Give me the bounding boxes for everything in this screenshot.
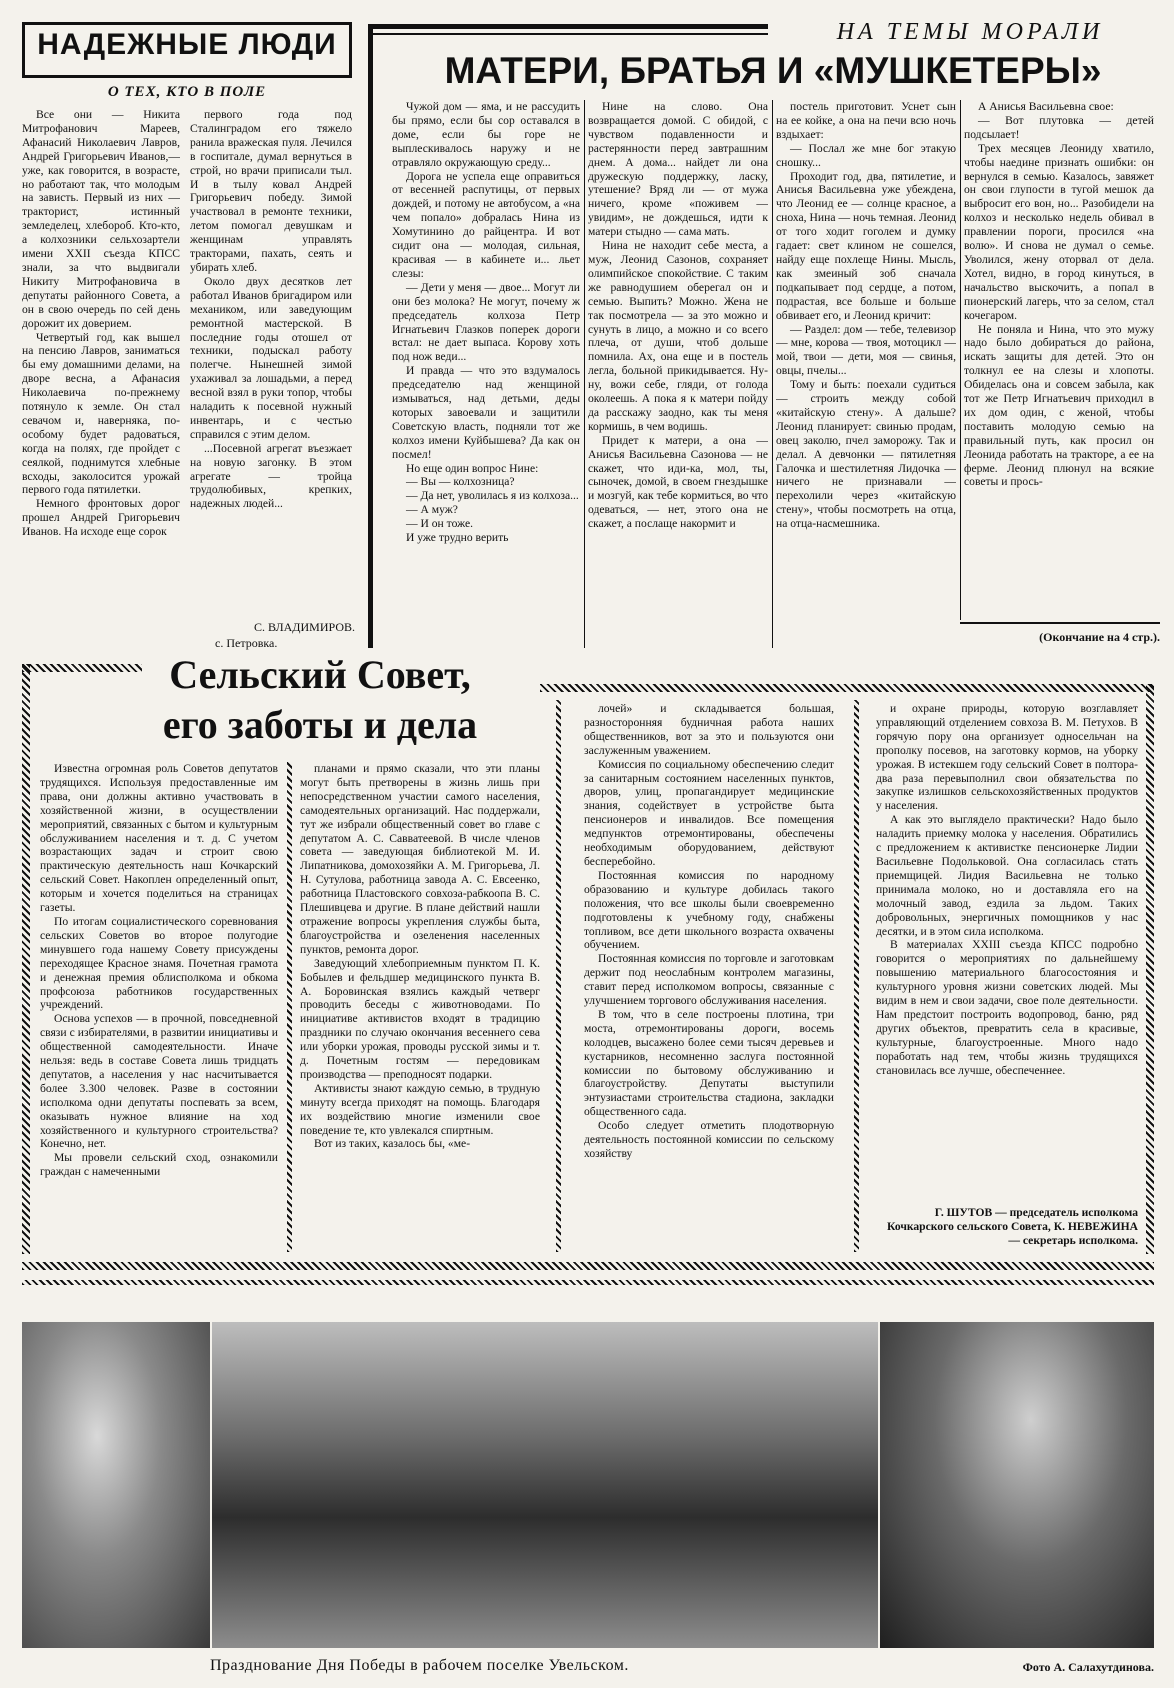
article3-col1-p1: Известна огромная роль Советов депутатов трудящихся. Используя предоставленные им права, они должны активно участвовать в хозяйственной жизни, в осуществлении мероприятий, связанных с бытом и культурным обслуживанием населения и т. д. С учетом возрастающих задач и строит свою практическую деятельность наш Кочкарский сельский Совет. Накоплен определенный опыт, которым и хочется поделиться на страницах газеты. <box>40 762 278 915</box>
article3-bottom-border <box>22 1262 1154 1270</box>
article2-rubric: НА ТЕМЫ МОРАЛИ <box>836 19 1104 45</box>
article2-left-border <box>368 26 373 648</box>
article2-col1-p5: Но еще один вопрос Нине: <box>406 461 539 475</box>
article2-continuation: (Окончание на 4 стр.). <box>1039 630 1160 644</box>
article2-col1-p9: — И он тоже. <box>406 517 473 531</box>
article3-col-divider-3 <box>854 700 859 1252</box>
photo-parade <box>212 1322 878 1648</box>
article2-col4-p2: — Вот плутовка — детей подсылает! <box>964 113 1154 141</box>
article3-col4-p2: А как это выглядело практически? Надо было наладить приемку молока у населения. Обратились с предложением к активистке пенсионерке Лидии Васильевне Подольковой. Она согласилась стать приемщицей. Лидия Васильевна не только принимала молоко, но и доставляла его на молочный завод, ездила за льдом. Таких добровольных, энергичных помощников у нас десятки, и в этом сила исполкома. <box>876 813 1138 938</box>
article3-right-border <box>1146 684 1154 1254</box>
article2-col1-p1: Чужой дом — яма, и не рассудить бы прямо, если бы сор оставался в доме, если бы горе не выплескивалось наружу и не отравляло окружающую среду... <box>392 100 580 169</box>
article3-col2 <box>300 762 540 1252</box>
article2-col2-p2: Нина не находит себе места, а муж, Леонид Сазонов, сохраняет олимпийское спокойствие. С таким же равнодушием оберегал он и семью. Выпить? Можно. Жена не так посмотрела — за это можно и сунуть в лицо, а можно и со всего плеча, от души, чтоб дольше помнила. Ах, она еще и в постель легла, больной прикидывается. Ну-ну, вожи себе, гляди, от голода околеешь. А пока я к матери пойду да расскажу заодно, как ты меня кормишь, в чем водишь. <box>588 239 768 433</box>
article3-col1-p2: По итогам социалистического соревнования сельских Советов во второе полугодие минувшего года нашему Совету присуждены переходящее Красное знамя. Почетная грамота и денежная премия облисполкома и обкома профсоюза работников государственных учреждений. <box>40 914 278 1012</box>
article3-col3-p4: Постоянная комиссия по торговле и заготовкам держит под неослабным контролем магазины, ставит перед исполкомом вопросы, связанные с улучшением торгового обслуживания населения. <box>584 952 834 1008</box>
article3-col2-p3: Активисты знают каждую семью, в трудную минуту всегда приходят на помощь. Благодаря их воздействию многие изменили свое поведение те, кто увлекался спиртным. <box>300 1081 540 1137</box>
article1-col2-p2: Около двух десятков лет работал Иванов бригадиром или механиком, или заведующим ремонтной мастерской. В последние годы отошел от техники, подыскал работу полегче. Нынешней зимой ухаживал за лошадьми, а перед весной взял в руки топор, чтобы наладить к посевной нужный инвентарь, и с честью справился с этим делом. <box>190 274 352 441</box>
article3-col3-p1: лочей» и складывается большая, разносторонняя будничная работа наших общественников, вот за это и пользуются они заслуженным уважением. <box>584 702 834 757</box>
photo-section-border <box>22 1280 1154 1285</box>
photo-veteran <box>880 1322 1154 1648</box>
article1-col1-p3: Немного фронтовых дорог прошел Андрей Григорьевич Иванов. На исходе еще сорок <box>22 497 180 539</box>
article2-col2-p3: Придет к матери, а она — Анисья Васильевна Сазонова — не скажет, что иди-ка, мол, ты, сыночек, домой, в своем гнездышке и мозгуй, как тебе кормиться, во что одеваться, — нет, этого она не скажет, а послаще накормит и <box>588 433 768 531</box>
article1-col1-p2: Четвертый год, как вышел на пенсию Лавров, заниматься бы ему домашними делами, на дворе весна, а Афанасия Николаевича по-прежнему потянуло к земле. Он стал севачом и, наверняка, по-особому будет радоваться, когда на полях, где пройдет с сеялкой, поднимутся хлебные всходы, заколосится урожай первого года пятилетки. <box>22 330 180 497</box>
article1-place: с. Петровка. <box>215 636 278 650</box>
article2-col-rule-3 <box>960 100 961 620</box>
article2-col1-p4: И правда — что это вздумалось председателю над женщиной измываться, над детьми, деды которых завоевали и защитили Советскую власть, подняли тот же колхоз имени Куйбышева? Да как он посмел! <box>392 364 580 461</box>
article2-col-rule-1 <box>584 100 585 648</box>
article1-col1-p1: Все они — Никита Митрофанович Мареев, Афанасий Николаевич Лавров, Андрей Григорьевич Иванов,— уже, как говорится, в возрасте, но работают так, что молодым на зависть. Первый из них — тракторист, истинный земледелец, хлебороб. Кто-кто, а колхозники сельхозартели имени XXII съезда КПСС знали, за что выдвигали Никиту Митрофановича в депутаты районного Совета, а он в свою очередь по сей день дорожит их доверием. <box>22 108 180 330</box>
article2-col4-p1: А Анисья Васильевна свое: <box>978 100 1114 113</box>
photo-runner <box>22 1322 210 1648</box>
article1-col2-p1: первого года под Сталинградом его тяжело ранила вражеская пуля. Лечился в госпитале, думал вернуться в строй, но врачи приписали тыл. И в тылу ковал Андрей Григорьевич победу. Зимой участвовал в ремонте техники, летом помогал девушкам и женщинам управлять тракторами, пахать, сеять и убирать хлеб. <box>190 108 352 274</box>
article1-col2 <box>190 108 352 618</box>
article2-col2 <box>588 100 768 648</box>
article2-bottom-rule <box>960 622 1160 624</box>
photo-caption: Празднование Дня Победы в рабочем поселке Увельском. <box>210 1657 629 1674</box>
article3-title-line1: Сельский Совет, <box>169 652 471 697</box>
article2-col3-p4: — Раздел: дом — тебе, телевизор — мне, корова — твоя, мотоцикл — мой, твои — дети, моя — свинья, овцы, пчелы... <box>776 322 956 378</box>
article1-author: С. ВЛАДИМИРОВ. <box>253 620 355 634</box>
article2-title: МАТЕРИ, БРАТЬЯ И «МУШКЕТЕРЫ» <box>444 50 1102 91</box>
article3-col3-p2: Комиссия по социальному обеспечению следит за санитарным состоянием населенных пунктов, дворов, улиц, пропагандирует медицинские знания, содействует в устройстве быта пенсионеров и инвалидов. Все помещения медпунктов отремонтированы, обеспечены необходимым оборудованием, действуют бесперебойно. <box>584 757 834 868</box>
article3-col-divider-1 <box>287 762 292 1252</box>
article3-col2-p1: планами и прямо сказали, что эти планы могут быть претворены в жизнь лишь при непосредственном участии самого населения, самодеятельных организаций. Нас поддержали, тут же избрали общественный совет во главе с депутатом А. С. Савватеевой. В числе членов совета — заведующая библиотекой М. И. Липатникова, домохозяйки А. М. Григорьева, Л. Н. Сутулова, работница завода А. С. Евсеенко, работница Пластовского совхоза-рабкоопа В. С. Плешивцева и другие. В плане действий нашли отражение вопросы укрепления службы быта, благоустройства и озеленения населенных пунктов, ремонта дорог. <box>300 762 540 956</box>
article2-col1-p6: — Вы — колхозница? <box>406 475 515 489</box>
article2-col4 <box>964 100 1154 618</box>
article2-col1-p3: — Дети у меня — двое... Могут ли они без молока? Не могут, почему ж председатель колхоза Петр Игнатьевич Глазков поперек дороги встал: не дает выпаса. Корову хоть под нож веди... <box>392 280 580 364</box>
article3-col1-p3: Основа успехов — в прочной, повседневной связи с избирателями, в развитии инициативы и общественной самодеятельности. Иначе нельзя: ведь в составе Совета лишь тридцать депутатов, а населения у нас насчитывается более 3.300 человек. Разве в состоянии исполкома одни депутаты поспевать за всем, оказывать нужное влияние на ход хозяйственного и культурного строительства? Конечно, нет. <box>40 1012 278 1151</box>
article2-col4-p4: Не поняла и Нина, что это мужу надо было добираться до района, искать защиты для детей. Это он толкнул ее на слезы и хлопоты. Обиделась она и совсем забыла, как тот же Петр Игнатьевич приходил в их дом один, с женой, чтобы поставить молодую семью на правильный путь, как просил он Леонида работать на тракторе, а ее на ферме. Леонид плюнул на всякие советы и прось- <box>964 322 1154 489</box>
article2-col3-p3: Проходит год, два, пятилетие, и Анисья Васильевна уже убеждена, что Леонид ее — солнце красное, а сноха, Нина — ночь темная. Леонид от того ходит гоголем и думку гадает: свет клином не сошелся, найду еще похлеще Нины. Мысль, как змеиный зоб сначала подкапывает под сердце, а потом, подрастая, все больше и больше обвивает его, и Леонид кричит: <box>776 169 956 322</box>
article3-col-divider-2 <box>556 700 561 1252</box>
article2-col1-p10: И уже трудно верить <box>406 531 509 545</box>
article2-col3-p1: постель приготовит. Уснет сын на ее койке, а она на печи всю ночь вздыхает: <box>776 100 956 141</box>
article3-col2-p4: Вот из таких, казалось бы, «ме- <box>314 1137 471 1151</box>
photo-credit: Фото А. Салахутдинова. <box>1022 1660 1154 1674</box>
article2-col3-p2: — Послал же мне бог этакую сношку... <box>776 141 956 169</box>
article3-left-border <box>22 664 30 1254</box>
article1-col2-p3: ...Посевной агрегат въезжает на новую загонку. В этом агрегате — тройца трудолюбивых, крепких, надежных людей... <box>190 441 352 511</box>
article2-top-rule-2 <box>368 33 768 35</box>
article2-col3-p5: Тому и быть: поехали судиться — строить между собой «китайскую стену». А дальше? Леонид планирует: свинью продам, овец заколю, пчел заморожу. Так и делал. А девчонки — пятилетняя Галочка и шестилетняя Лидочка — ничего не признавали — перехолили через «китайскую стену», чтобы посмотреть на отца, на отца-насмешника. <box>776 378 956 531</box>
rubric-title: НАДЕЖНЫЕ ЛЮДИ <box>37 28 337 61</box>
article3-col3-p5: В том, что в селе построены плотина, три моста, отремонтированы дороги, восемь колодцев, высажено более семи тысяч деревьев и кустарников, несомненно заслуга постоянной комиссии по бытовому обслуживанию и благоустройству. Депутаты выступили энтузиастами строительства стадиона, закладки общественного сада. <box>584 1007 834 1119</box>
article2-col4-p3: Трех месяцев Леониду хватило, чтобы наедине признать ошибки: он вернулся в семью. Казалось, завяжет он свои глупости в тугой мешок да выбросит его вон, но... Разобидели на колхоз и несколько недель обивал в правлении пороги, просился «на волю». И снова не думал о семье. Уволился, жену оторвал от дела. Хотел, видно, в город кинуться, в начальство выскочить, а попал в пионерский лагерь, что за селом, стал кочегаром. <box>964 141 1154 322</box>
article2-col1 <box>392 100 580 648</box>
article1-col1 <box>22 108 180 650</box>
article2-top-rule-1 <box>368 24 768 29</box>
article3-signature: Г. ШУТОВ — председатель исполкома Кочкарского сельского Совета, К. НЕВЕЖИНА — секретарь исполкома. <box>887 1206 1138 1247</box>
article2-col3 <box>776 100 956 648</box>
article2-col2-p1: Нине на слово. Она возвращается домой. С обидой, с чувством подавленности и растерянности перед завтрашним днем. А дома... найдет ли она дружескую поддержку, ласку, утешение? Вряд ли — от мужа ничего, кроме «поживем — увидим», не дождешься, идти к матери стыдно — сама мать. <box>588 100 768 239</box>
article3-col3-p6: Особо следует отметить плодотворную деятельность постоянной комиссии по сельскому хозяйству <box>584 1119 834 1160</box>
article2-col1-p8: — А муж? <box>406 503 458 517</box>
article3-col4 <box>876 702 1138 1204</box>
article3-col2-p2: Заведующий хлебоприемным пунктом П. К. Бобылев и фельдшер медицинского пункта В. А. Боровинская взялись каждый четверг проводить беседы с животноводами. По инициативе активистов входят в традицию праздники по случаю окончания весеннего сева или уборки урожая, проводы русской зимы и т. д. Почетным гостям — передовикам производства — преподносят подарки. <box>300 956 540 1081</box>
article3-col3 <box>584 702 834 1252</box>
article3-col1 <box>40 762 278 1252</box>
article3-title-line2: его заботы и дела <box>162 702 478 747</box>
article2-col-rule-2 <box>772 100 773 648</box>
article2-col1-p2: Дорога не успела еще оправиться от весенней распутицы, от первых дождей, и потому не автобусом, а «на чем попало» добралась Нина из Хомутинино до райцентра. И вот сидит она — молодая, сильная, красивая — в кабинете и... льет слезы: <box>392 169 580 280</box>
article3-col1-p4: Мы провели сельский сход, ознакомили граждан с намеченными <box>40 1151 278 1179</box>
article2-col1-p7: — Да нет, уволилась я из колхоза... <box>406 489 579 503</box>
rubric-subtitle: О ТЕХ, КТО В ПОЛЕ <box>107 84 267 100</box>
article3-col4-p3: В материалах XXIII съезда КПСС подробно говорится о мероприятиях по дальнейшему повышению материального благосостояния и культурного уровня жизни советских людей. Мы видим в нем и свои задачи, свое поле деятельности. Нам предстоит построить водопровод, баню, ряд других объектов, превратить села в красивые, культурные, благоустроенные. Много надо поработать над тем, чтобы жизнь трудящихся становилась все лучше, обеспеченнее. <box>876 938 1138 1077</box>
article3-top-border-right <box>540 684 1154 692</box>
article3-col3-p3: Постоянная комиссия по народному образованию и культуре добилась такого положения, что все школы были своевременно подготовлены к учебному году, снабжены топливом, все дети школьного возраста охвачены обучением. <box>584 868 834 952</box>
article3-col4-p1: и охране природы, которую возглавляет управляющий отделением совхоза В. М. Петухов. В горячую пору она организует односельчан на прополку посевов, на заготовку кормов, на уборку урожая. В истекшем году сельский Совет в полтора-два раза перевыполнил свои обязательства по закупке излишков сельскохозяйственных продуктов у населения. <box>876 702 1138 813</box>
